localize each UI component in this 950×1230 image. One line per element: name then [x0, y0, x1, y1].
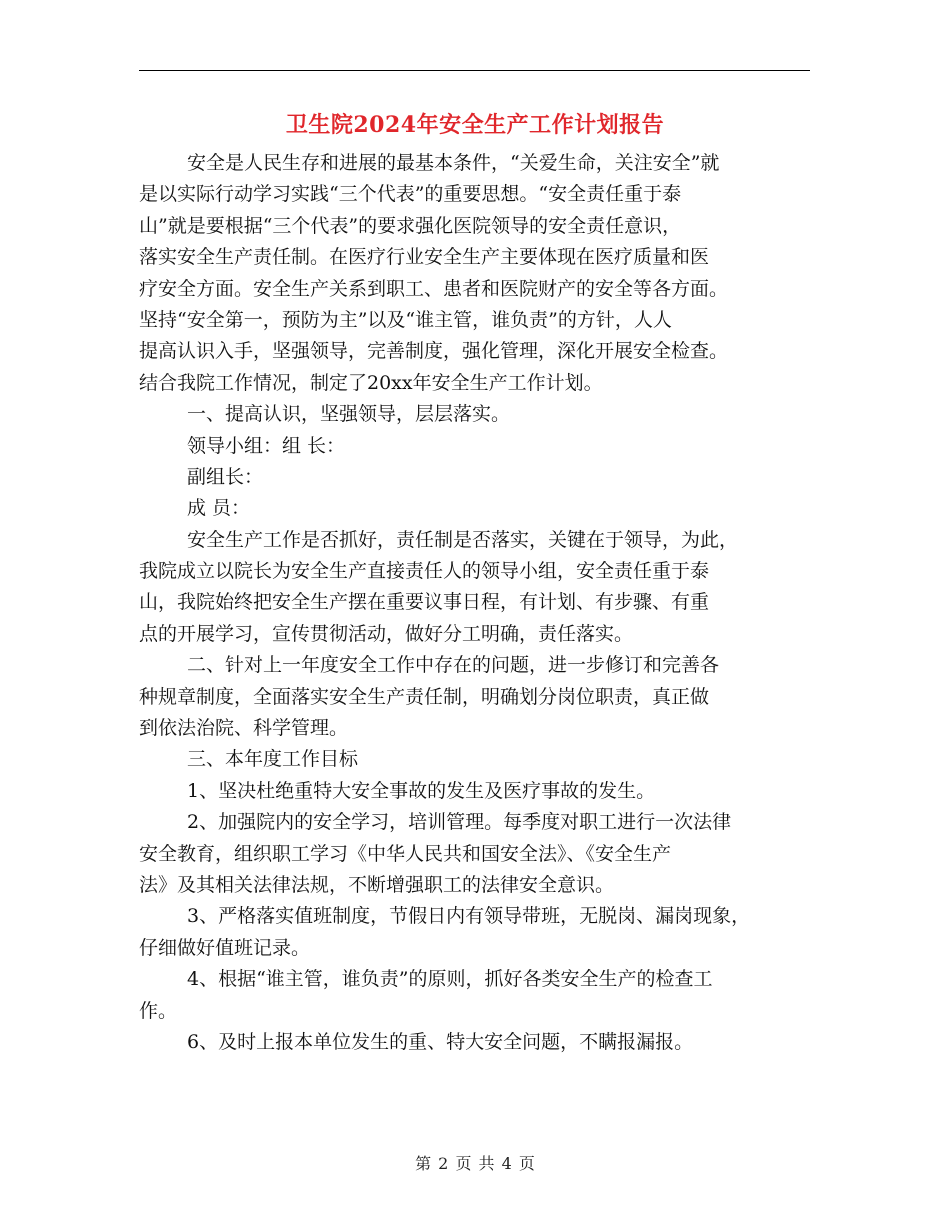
- body-text-line: 3、严格落实值班制度，节假日内有领导带班，无脱岗、漏岗现象，: [187, 905, 751, 928]
- body-text-line: 提高认识入手，坚强领导，完善制度，强化管理，深化开展安全检查。: [139, 340, 729, 363]
- body-text-line: 二、针对上一年度安全工作中存在的问题，进一步修订和完善各: [187, 654, 720, 677]
- body-text-line: 结合我院工作情况，制定了20xx年安全生产工作计划。: [139, 371, 603, 394]
- document-body: [139, 148, 819, 1058]
- page-number-footer: 第 2 页 共 4 页: [415, 1154, 535, 1173]
- body-text-line: 到依法治院、科学管理。: [139, 717, 349, 740]
- body-text-line: 1、坚决杜绝重特大安全事故的发生及医疗事故的发生。: [187, 779, 656, 802]
- body-text-line: 点的开展学习，宣传贯彻活动，做好分工明确，责任落实。: [139, 622, 634, 645]
- body-text-line: 落实安全生产责任制。在医疗行业安全生产主要体现在医疗质量和医: [139, 246, 710, 269]
- body-text-line: 领导小组：组 长：: [187, 434, 346, 457]
- body-text-line: 山”就是要根据“三个代表”的要求强化医院领导的安全责任意识，: [139, 214, 682, 237]
- body-text-line: 4、根据“谁主管，谁负责”的原则，抓好各类安全生产的检查工: [187, 968, 713, 991]
- body-text-line: 2、加强院内的安全学习，培训管理。每季度对职工进行一次法律: [187, 811, 732, 834]
- header-rule: [139, 70, 810, 71]
- body-text-line: 法》及其相关法律法规，不断增强职工的法律安全意识。: [139, 873, 615, 896]
- body-text-line: 一、提高认识，坚强领导，层层落实。: [187, 403, 511, 426]
- body-text-line: 6、及时上报本单位发生的重、特大安全问题，不瞒报漏报。: [187, 1030, 694, 1053]
- body-text-line: 作。: [139, 999, 178, 1022]
- body-text-line: 种规章制度，全面落实安全生产责任制，明确划分岗位职责，真正做: [139, 685, 710, 708]
- body-text-line: 副组长：: [187, 465, 264, 488]
- body-text-line: 疗安全方面。安全生产关系到职工、患者和医院财产的安全等各方面。: [139, 277, 729, 300]
- document-title: 卫生院2024年安全生产工作计划报告: [285, 112, 665, 138]
- body-text-line: 仔细做好值班记录。: [139, 936, 311, 959]
- body-text-line: 是以实际行动学习实践“三个代表”的重要思想。“安全责任重于泰: [139, 183, 682, 206]
- body-text-line: 安全生产工作是否抓好，责任制是否落实，关键在于领导，为此，: [187, 528, 739, 551]
- body-text-line: 安全教育，组织职工学习《中华人民共和国安全法》、《安全生产: [139, 842, 672, 865]
- body-text-line: 我院成立以院长为安全生产直接责任人的领导小组，安全责任重于泰: [139, 560, 710, 583]
- body-text-line: 坚持“安全第一，预防为主”以及“谁主管，谁负责”的方针，人人: [139, 308, 672, 331]
- body-text-line: 三、本年度工作目标: [187, 748, 359, 771]
- body-text-line: 山，我院始终把安全生产摆在重要议事日程，有计划、有步骤、有重: [139, 591, 710, 614]
- body-text-line: 成 员：: [187, 497, 251, 520]
- body-text-line: 安全是人民生存和进展的最基本条件，“关爱生命，关注安全”就: [187, 152, 720, 174]
